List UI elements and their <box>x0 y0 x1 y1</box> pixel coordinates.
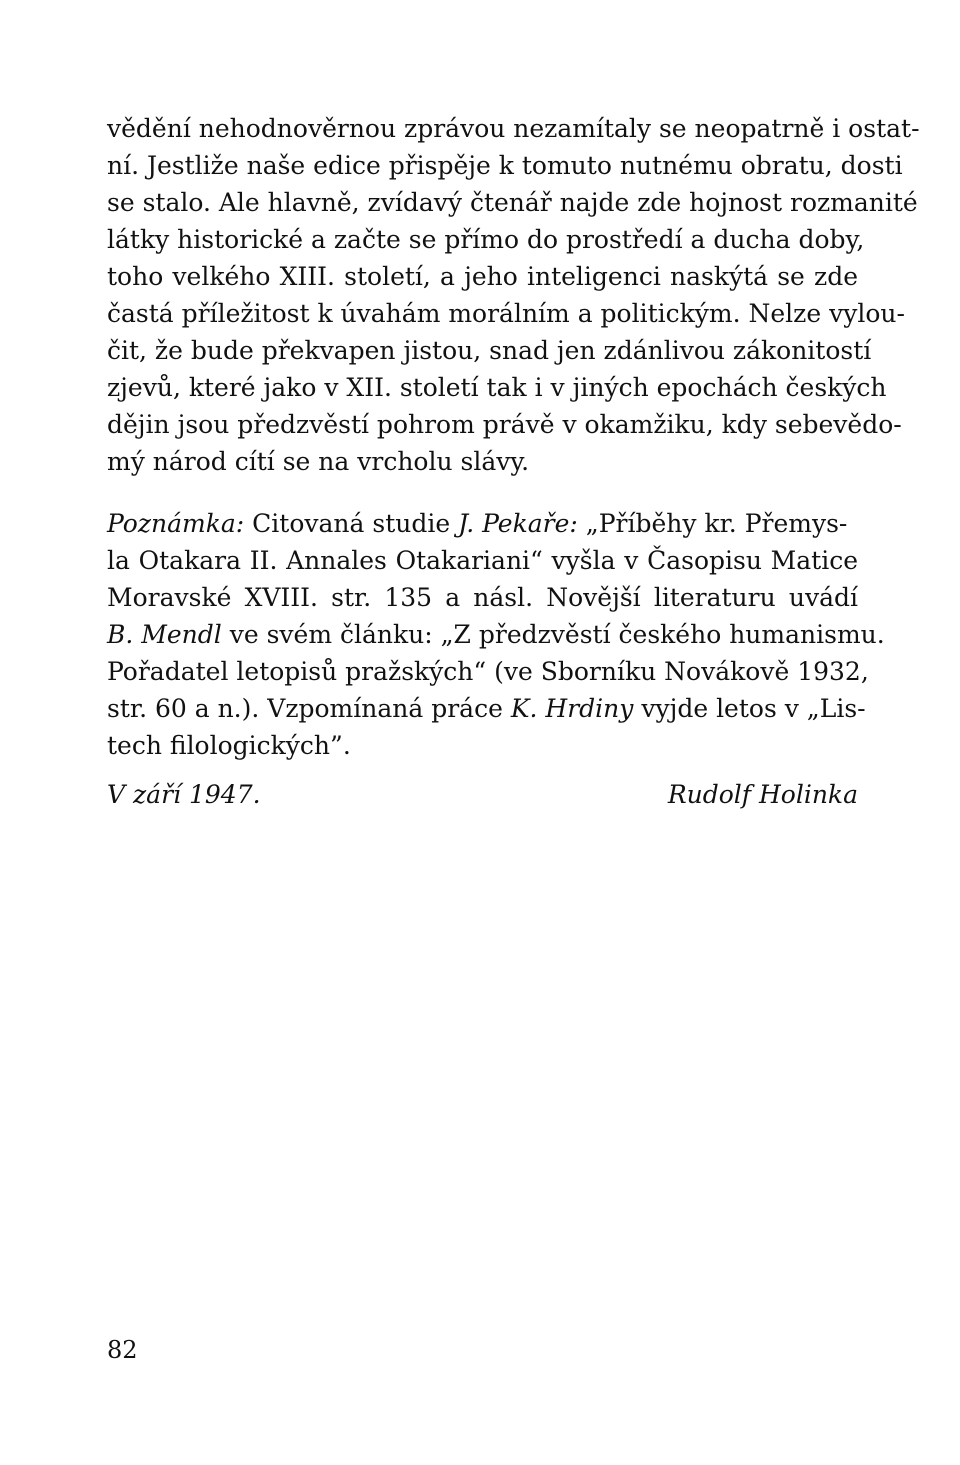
note-line: tech filologických”. <box>107 731 351 760</box>
paragraph-line: čit, že bude překvapen jistou, snad jen zdánlivou zákonitostí <box>107 336 872 365</box>
note-text: Citovaná studie <box>244 509 459 538</box>
cited-author: K. Hrdiny <box>510 694 634 723</box>
note-text: str. 60 a n.). Vzpomínaná práce <box>107 694 511 723</box>
note-text: „Příběhy kr. Přemys- <box>577 509 848 538</box>
note-text: ve svém článku: „Z předzvěstí českého humanismu. <box>221 620 885 649</box>
paragraph-line: mý národ cítí se na vrcholu slávy. <box>107 447 530 476</box>
cited-author: B. Mendl <box>107 620 222 649</box>
note-line <box>107 690 866 728</box>
paragraph-line: dějin jsou předzvěstí pohrom právě v okamžiku, kdy sebevědo- <box>107 410 902 439</box>
paragraph-line: látky historické a začte se přímo do prostředí a ducha doby, <box>107 225 865 254</box>
note-line: Pořadatel letopisů pražských“ (ve Sborníku Novákově 1932, <box>107 657 869 686</box>
signature-author: Rudolf Holinka <box>667 780 858 809</box>
paragraph-line: zjevů, které jako v XII. století tak i v jiných epochách českých <box>107 373 887 402</box>
signature-date: V září 1947. <box>107 780 261 809</box>
note-line: Moravské XVIII. str. 135 a násl. Novější literaturu uvádí <box>107 583 858 612</box>
paragraph-line: toho velkého XIII. století, a jeho inteligenci naskýtá se zde <box>107 262 858 291</box>
paragraph-line: ní. Jestliže naše edice přispěje k tomuto nutnému obratu, dosti <box>107 151 903 180</box>
page-number: 82 <box>107 1336 138 1364</box>
paragraph-line: častá příležitost k úvahám morálním a politickým. Nelze vylou- <box>107 299 905 328</box>
paragraph-line: vědění nehodnověrnou zprávou nezamítaly se neopatrně i ostat- <box>107 114 920 143</box>
paragraph-line: se stalo. Ale hlavně, zvídavý čtenář najde zde hojnost rozmanité <box>107 188 918 217</box>
note-line <box>107 505 858 543</box>
note-label: Poznámka: <box>107 509 245 538</box>
note-text: vyjde letos v „Lis- <box>633 694 866 723</box>
note-line <box>107 616 885 654</box>
cited-author: J. Pekaře: <box>458 509 578 538</box>
note-line: la Otakara II. Annales Otakariani“ vyšla v Časopisu Matice <box>107 546 858 575</box>
